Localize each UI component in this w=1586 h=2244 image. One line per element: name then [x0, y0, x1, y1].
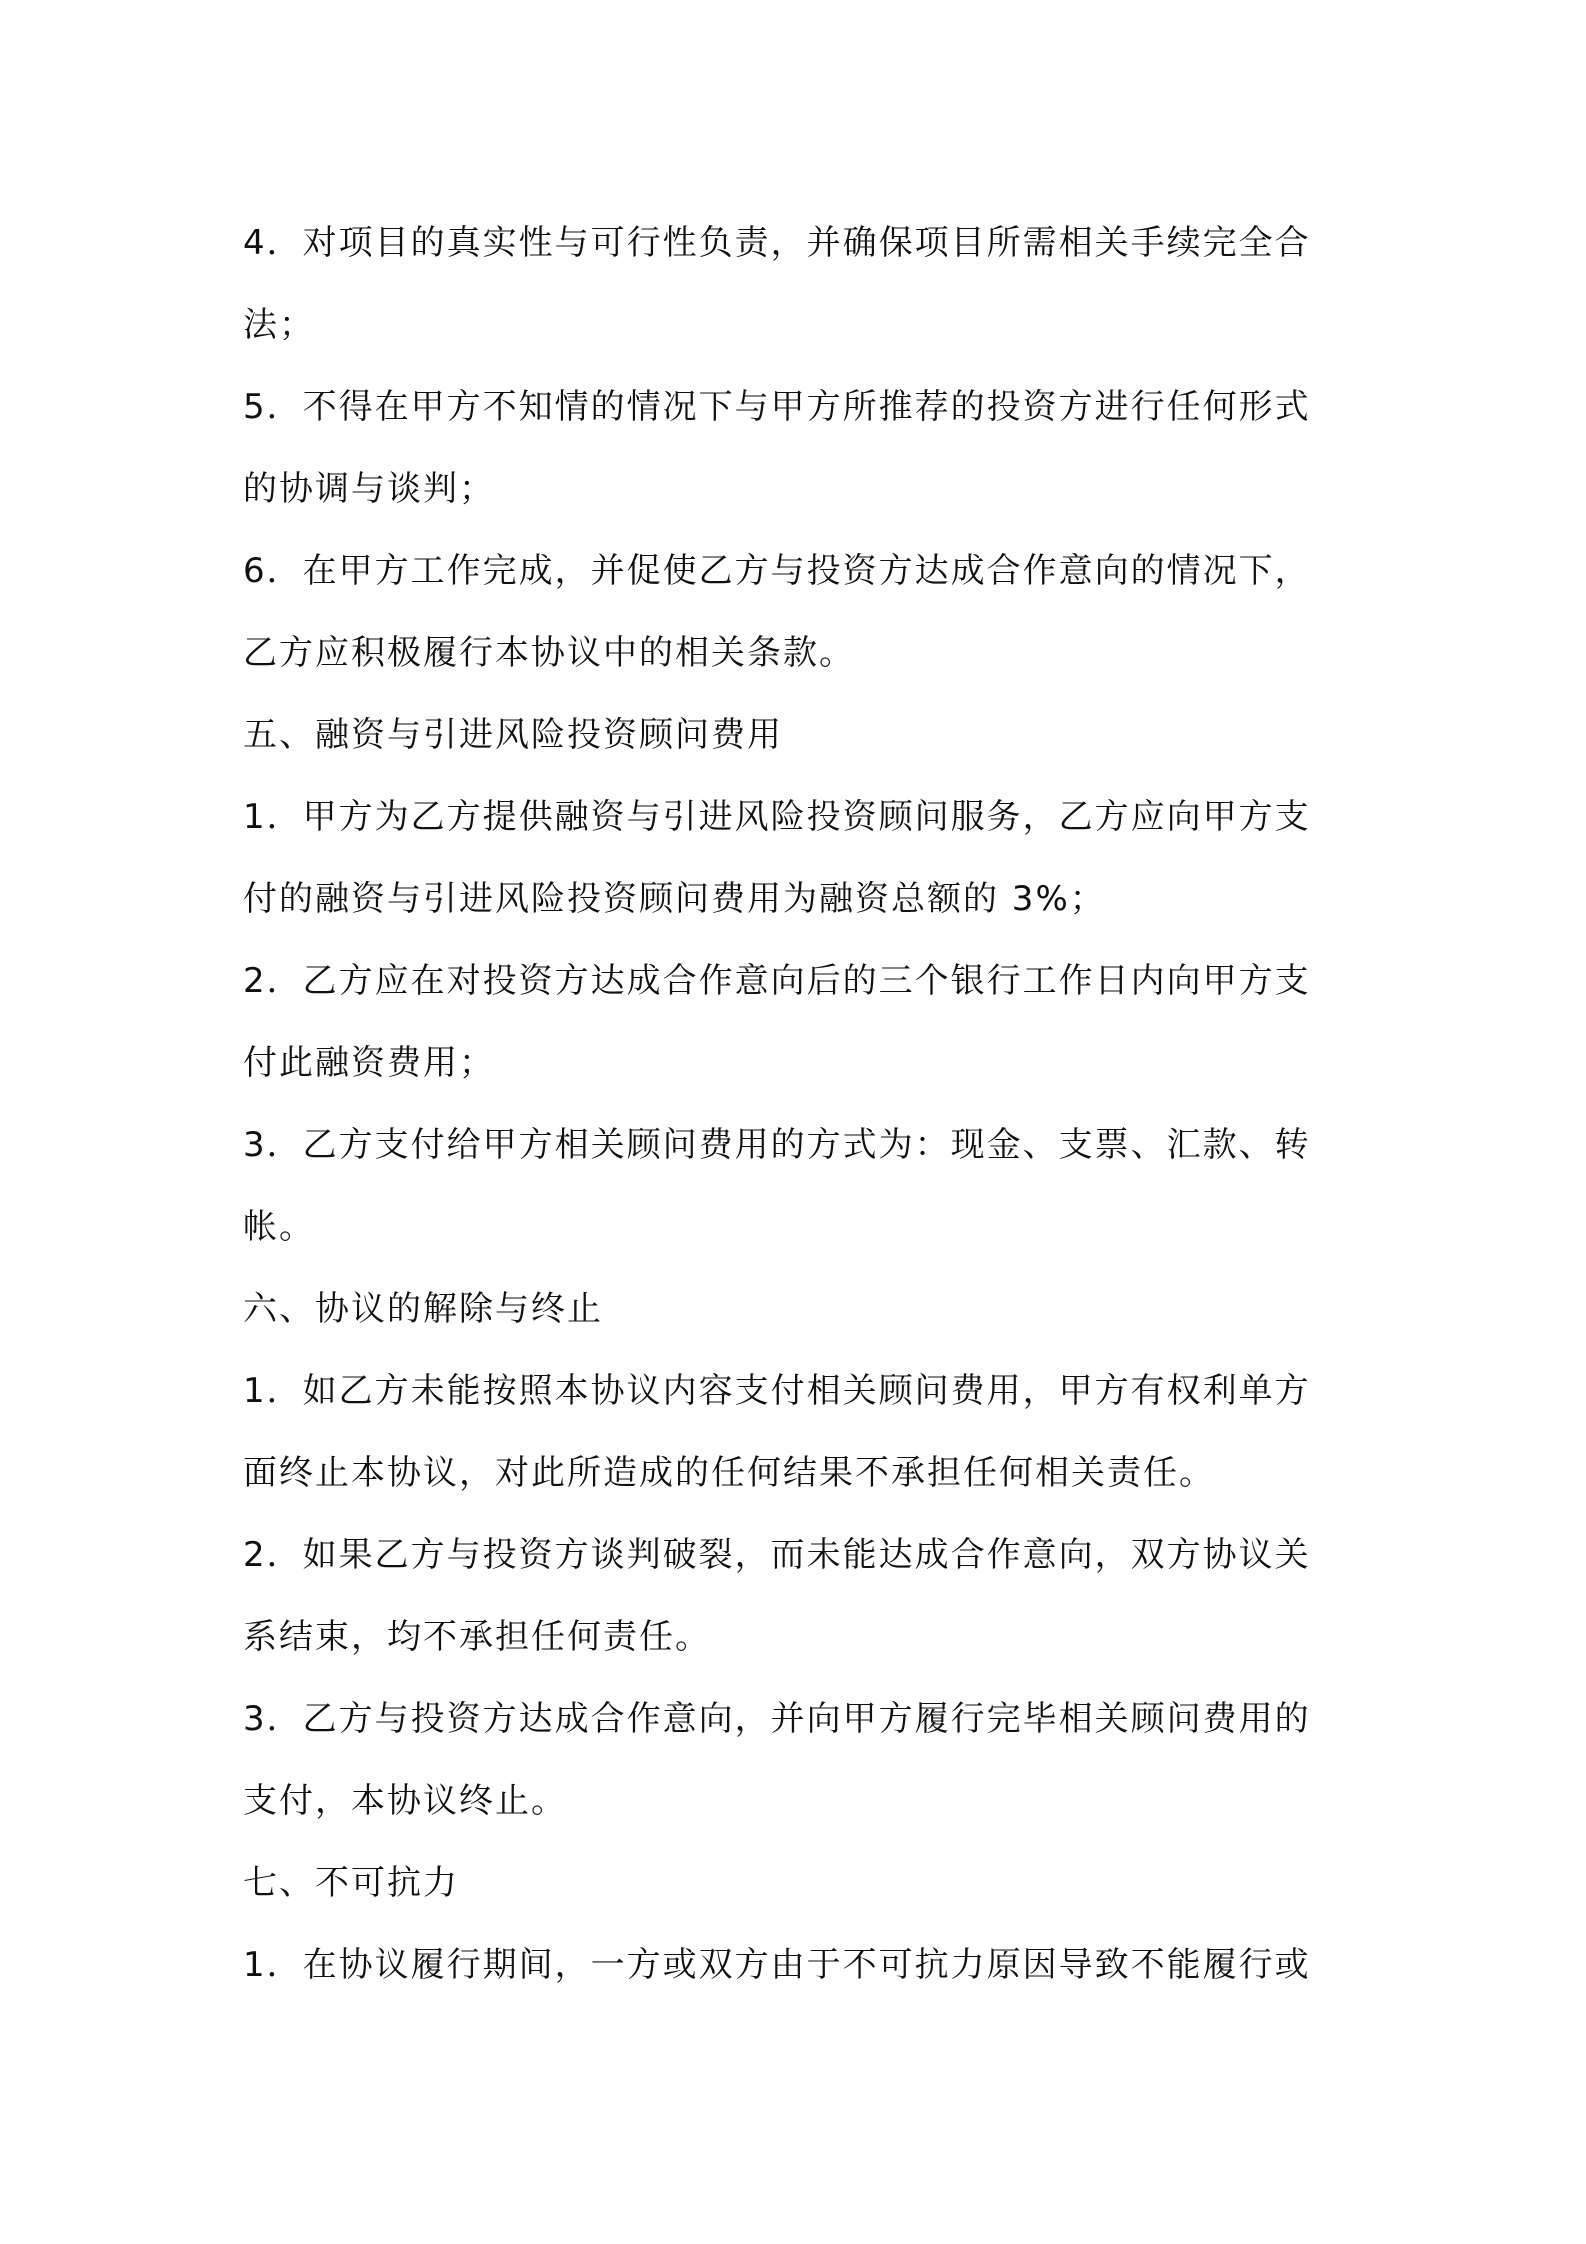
document-body: [243, 202, 1363, 2006]
clause-6-line-1: 6．在甲方工作完成，并促使乙方与投资方达成合作意向的情况下，: [243, 551, 1311, 591]
section-5-item-1-line-1: 1．甲方为乙方提供融资与引进风险投资顾问服务，乙方应向甲方支: [243, 797, 1311, 837]
clause-6-line-2: 乙方应积极履行本协议中的相关条款。: [243, 633, 855, 673]
section-6-item-3-line-1: 3．乙方与投资方达成合作意向，并向甲方履行完毕相关顾问费用的: [243, 1699, 1311, 1739]
section-5-heading: 五、融资与引进风险投资顾问费用: [243, 715, 783, 755]
section-6-item-1-line-1: 1．如乙方未能按照本协议内容支付相关顾问费用，甲方有权利单方: [243, 1371, 1311, 1411]
section-7-item-1-line-1: 1．在协议履行期间，一方或双方由于不可抗力原因导致不能履行或: [243, 1945, 1311, 1985]
section-6-heading: 六、协议的解除与终止: [243, 1289, 603, 1329]
section-5-item-3-line-2: 帐。: [243, 1207, 315, 1247]
clause-4-line-2: 法；: [243, 305, 315, 345]
clause-4-line-1: 4．对项目的真实性与可行性负责，并确保项目所需相关手续完全合: [243, 223, 1311, 263]
section-6-item-1-line-2: 面终止本协议，对此所造成的任何结果不承担任何相关责任。: [243, 1453, 1215, 1493]
section-6-item-2-line-1: 2．如果乙方与投资方谈判破裂，而未能达成合作意向，双方协议关: [243, 1535, 1311, 1575]
section-5-item-3-line-1: 3．乙方支付给甲方相关顾问费用的方式为：现金、支票、汇款、转: [243, 1125, 1311, 1165]
clause-5-line-2: 的协调与谈判；: [243, 469, 495, 509]
section-7-heading: 七、不可抗力: [243, 1863, 459, 1903]
section-5-item-1-line-2: 付的融资与引进风险投资顾问费用为融资总额的 3%；: [243, 879, 1106, 919]
clause-5-line-1: 5．不得在甲方不知情的情况下与甲方所推荐的投资方进行任何形式: [243, 387, 1311, 427]
section-5-item-2-line-2: 付此融资费用；: [243, 1043, 495, 1083]
section-6-item-3-line-2: 支付，本协议终止。: [243, 1781, 567, 1821]
section-5-item-2-line-1: 2．乙方应在对投资方达成合作意向后的三个银行工作日内向甲方支: [243, 961, 1311, 1001]
section-6-item-2-line-2: 系结束，均不承担任何责任。: [243, 1617, 711, 1657]
